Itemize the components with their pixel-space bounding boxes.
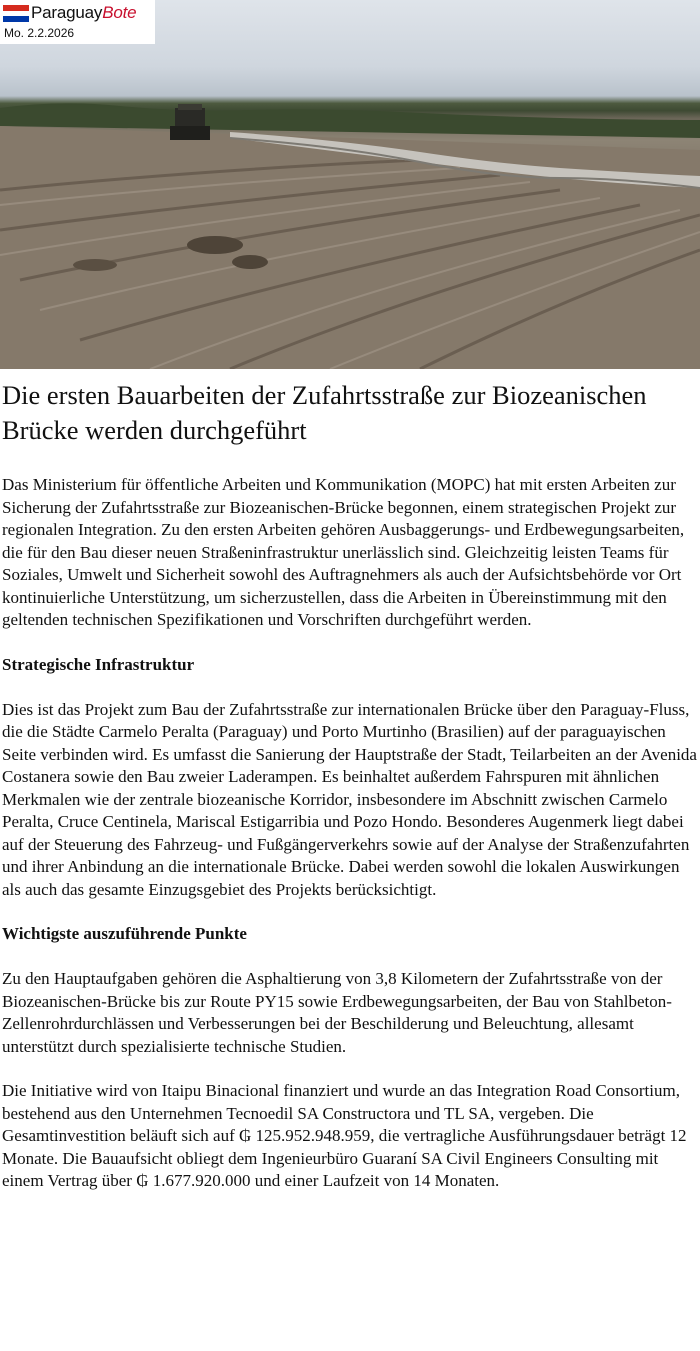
paraguay-flag-icon (3, 5, 29, 22)
article-headline: Die ersten Bauarbeiten der Zufahrtsstraße zur Biozeanischen Brücke werden durchgeführt (2, 380, 647, 445)
section-text-key-points: Zu den Hauptaufgaben gehören die Asphaltierung von 3,8 Kilometern der Zufahrtsstraße von der Biozeanischen-Brücke bis zur Route PY15 sowie Erdbewegungsarbeiten, der Bau von Stahlbeton-Zellenrohrdurchlässen und Verbesserungen bei der Beschilderung und Beleuchtung, allesamt unterstützt durch spezialisierte technische Studien. (2, 969, 672, 1056)
article (0, 369, 700, 1193)
site-name: ParaguayBote (31, 3, 137, 22)
site-logo[interactable] (0, 0, 155, 44)
hero-photo (0, 0, 700, 369)
section-heading-infrastructure: Strategische Infrastruktur (2, 654, 195, 674)
section-heading-key-points: Wichtigste auszuführende Punkte (2, 924, 247, 943)
current-date: Mo. 2.2.2026 (4, 26, 75, 40)
section-text-financing: Die Initiative wird von Itaipu Binacional finanziert und wurde an das Integration Road Consortium, bestehend aus den Unternehmen Tecnoedil SA Constructora und TL SA, vergeben. Die Gesamtinvestition beläuft sich auf ₲ 125.952.948.959, die vertragliche Ausführungsdauer beträgt 12 Monate. Die Bauaufsicht obliegt dem Ingenieurbüro Guaraní SA Civil Engineers Consulting mit einem Vertrag über ₲ 1.677.920.000 und einer Laufzeit von 14 Monaten. (2, 1081, 687, 1190)
article-intro: Das Ministerium für öffentliche Arbeiten und Kommunikation (MOPC) hat mit ersten Arbeiten zur Sicherung der Zufahrtsstraße zur Biozeanischen-Brücke begonnen, einem strategischen Projekt zur regionalen Integration. Zu den ersten Arbeiten gehören Ausbaggerungs- und Erdbewegungsarbeiten, die für den Bau dieser neuen Straßeninfrastruktur unerlässlich sind. Gleichzeitig leisten Teams für Soziales, Umwelt und Sicherheit sowohl des Auftragnehmers als auch der Aufsichtsbehörde vor Ort kontinuierliche Unterstützung, um sicherzustellen, dass die Arbeiten in Übereinstimmung mit den geltenden technischen Spezifikationen und Vorschriften durchgeführt werden. (2, 475, 685, 629)
section-text-infrastructure: Dies ist das Projekt zum Bau der Zufahrtsstraße zur internationalen Brücke über den Paraguay-Fluss, die die Städte Carmelo Peralta (Paraguay) und Porto Murtinho (Brasilien) auf der paraguayischen Seite verbinden wird. Es umfasst die Sanierung der Hauptstraße der Stadt, Teilarbeiten an der Avenida Costanera sowie den Bau zweier Laderampen. Es beinhaltet außerdem Fahrspuren mit ähnlichen Merkmalen wie der zentrale biozeanische Korridor, insbesondere im Abschnitt zwischen Carmelo Peralta, Cruce Centinela, Mariscal Estigarribia und Pozo Hondo. Besonderes Augenmerk liegt dabei auf der Steuerung des Fahrzeug- und Fußgängerverkehrs sowie auf der Analyse der Straßenzufahrten und ihrer Anbindung an die internationale Brücke. Dabei werden sowohl die lokalen Auswirkungen als auch das gesamte Einzugsgebiet des Projekts berücksichtigt. (2, 699, 697, 899)
construction-site-image (0, 0, 700, 369)
